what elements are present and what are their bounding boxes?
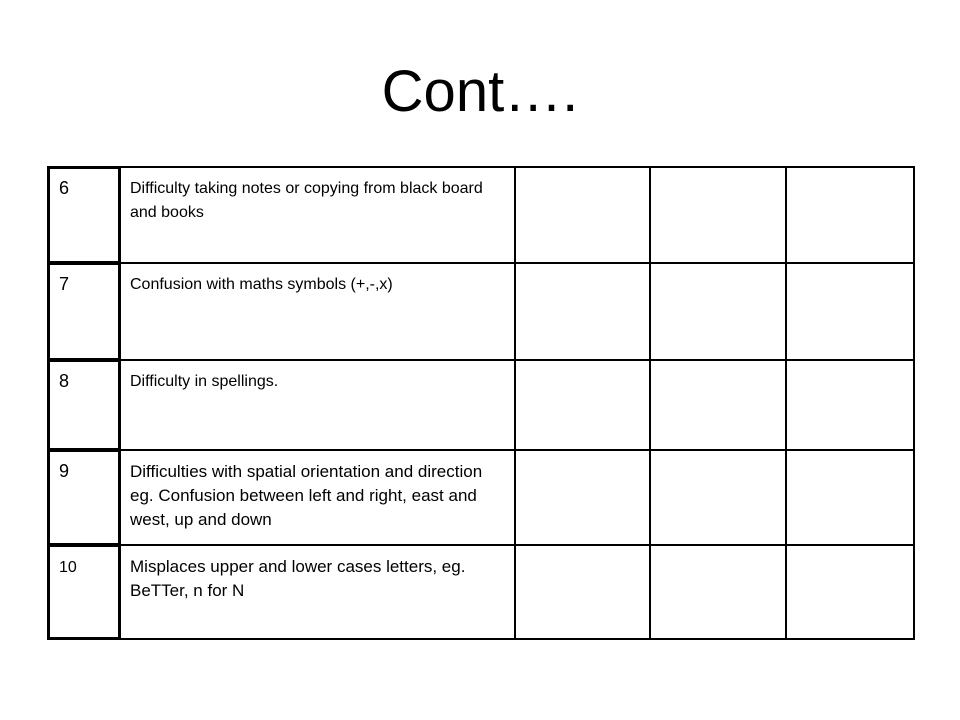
table-row [48, 450, 914, 544]
row-number: 6 [59, 178, 70, 198]
empty-cell[interactable] [650, 167, 786, 263]
table-row [48, 545, 914, 639]
table-row [48, 167, 914, 263]
empty-cell[interactable] [515, 545, 650, 639]
table-row [48, 360, 914, 450]
row-number: 10 [59, 558, 77, 576]
empty-cell[interactable] [650, 450, 786, 544]
row-number: 7 [59, 274, 70, 295]
row-number-cell [48, 545, 120, 639]
description-cell [120, 360, 515, 450]
empty-cell[interactable] [786, 263, 914, 359]
empty-cell[interactable] [650, 263, 786, 359]
table-row [48, 263, 914, 359]
empty-cell[interactable] [786, 450, 914, 544]
row-description: Difficulties with spatial orientation and direction eg. Confusion between left and right, east and west, up and down [130, 462, 483, 530]
empty-cell[interactable] [515, 263, 650, 359]
empty-cell[interactable] [650, 545, 786, 639]
empty-cell[interactable] [786, 167, 914, 263]
row-description: Misplaces upper and lower cases letters, eg. BeTTer, n for N [130, 556, 466, 600]
slide-title: Cont…. [381, 59, 579, 124]
row-number: 8 [59, 370, 70, 391]
row-description: Confusion with maths symbols (+,-,x) [130, 276, 393, 294]
empty-cell[interactable] [515, 360, 650, 450]
empty-cell[interactable] [786, 360, 914, 450]
row-number-cell [48, 360, 120, 450]
description-cell [120, 545, 515, 639]
empty-cell[interactable] [650, 360, 786, 450]
empty-cell[interactable] [786, 545, 914, 639]
row-number-cell [48, 263, 120, 359]
description-cell [120, 450, 515, 544]
row-number-cell [48, 167, 120, 263]
row-description: Difficulty in spellings. [130, 372, 279, 390]
description-cell [120, 167, 515, 263]
description-cell [120, 263, 515, 359]
empty-cell[interactable] [515, 167, 650, 263]
checklist-table [47, 166, 915, 640]
row-description: Difficulty taking notes or copying from black board and books [130, 180, 483, 221]
empty-cell[interactable] [515, 450, 650, 544]
checklist-table-container [47, 166, 913, 640]
row-number: 9 [59, 461, 70, 482]
row-number-cell [48, 450, 120, 544]
